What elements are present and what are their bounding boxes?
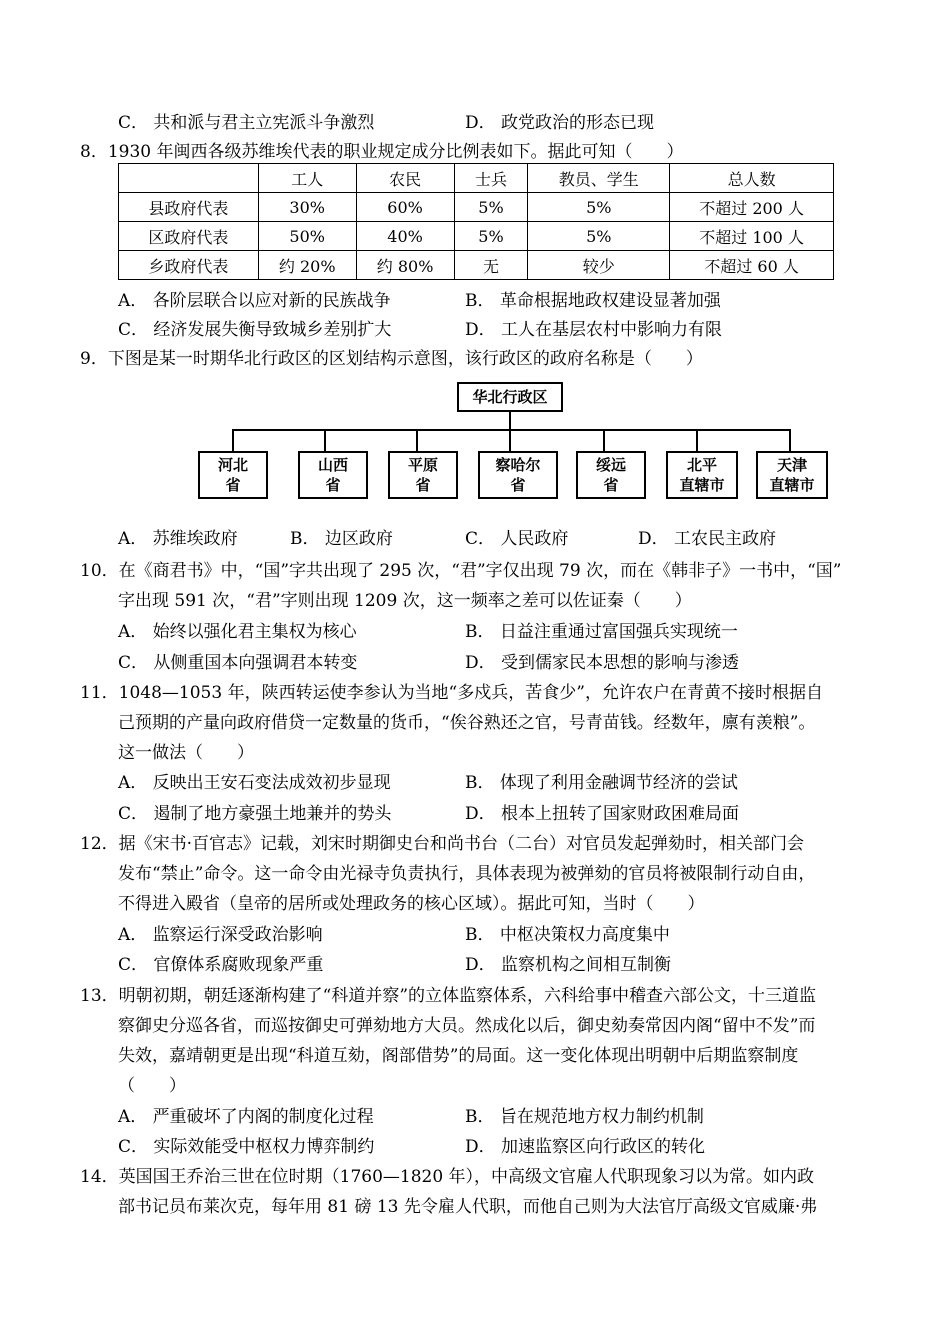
q10-option-d: D． 受到儒家民本思想的影响与渗透 <box>465 653 740 673</box>
table-cell <box>119 164 259 193</box>
q9-option-c: C． 人民政府 <box>465 529 569 549</box>
q9-option-a: A． 苏维埃政府 <box>118 529 238 549</box>
q8-stem: 8．1930 年闽西各级苏维埃代表的职业规定成分比例表如下。据此可知（ ） <box>80 142 684 162</box>
q13-stem-line4: （ ） <box>118 1076 186 1096</box>
table-header: 士兵 <box>454 164 528 193</box>
table-cell: 不超过 100 人 <box>670 222 834 251</box>
q7-option-c: C． 共和派与君主立宪派斗争激烈 <box>118 113 375 133</box>
q12-option-a: A． 监察运行深受政治影响 <box>118 925 323 945</box>
table-cell: 不超过 60 人 <box>670 251 834 280</box>
child-node-pingyuan <box>388 451 458 499</box>
q14-stem-line1: 14．英国国王乔治三世在位时期（1760—1820 年），中高级文官雇人代职现象习以为常。如内政 <box>80 1167 815 1187</box>
q13-option-d: D． 加速监察区向行政区的转化 <box>465 1137 706 1157</box>
q7-option-d: D． 政党政治的形态已现 <box>465 113 655 133</box>
connector-line <box>696 429 698 451</box>
q9-option-d: D． 工农民主政府 <box>638 529 777 549</box>
q11-stem-line3: 这一做法（ ） <box>118 743 254 763</box>
child-node-beiping <box>666 451 738 499</box>
q11-option-c: C． 遏制了地方豪强土地兼并的势头 <box>118 804 392 824</box>
table-row <box>119 251 834 280</box>
table-cell: 区政府代表 <box>119 222 259 251</box>
table-cell: 60% <box>356 193 454 222</box>
q10-option-a: A． 始终以强化君主集权为核心 <box>118 622 357 642</box>
node-line: 省 <box>225 476 241 494</box>
q13-stem-line2: 察御史分巡各省，而巡按御史可弹劾地方大员。然成化以后，御史劾奏常因内阁“留中不发”而 <box>118 1016 816 1036</box>
node-line: 直辖市 <box>679 476 725 494</box>
child-node-suiyuan <box>576 451 646 499</box>
connector-line <box>232 429 234 451</box>
q12-option-b: B． 中枢决策权力高度集中 <box>465 925 670 945</box>
child-node-chahar <box>478 451 558 499</box>
q12-option-d: D． 监察机构之间相互制衡 <box>465 955 672 975</box>
table-cell: 约 20% <box>258 251 356 280</box>
q13-stem-line1: 13．明朝初期，朝廷逐渐构建了“科道并察”的立体监察体系，六科给事中稽查六部公文，十三道监 <box>80 986 817 1006</box>
table-cell: 较少 <box>528 251 670 280</box>
node-line: 平原 <box>407 456 438 474</box>
q13-option-c: C． 实际效能受中枢权力博弈制约 <box>118 1137 375 1157</box>
connector-line <box>603 429 605 451</box>
connector-line <box>232 429 790 431</box>
q8-option-c: C． 经济发展失衡导致城乡差别扩大 <box>118 320 392 340</box>
table-cell: 5% <box>528 222 670 251</box>
q11-option-d: D． 根本上扭转了国家财政困难局面 <box>465 804 740 824</box>
node-line: 绥远 <box>595 456 626 474</box>
table-cell: 无 <box>454 251 528 280</box>
q11-option-a: A． 反映出王安石变法成效初步显现 <box>118 773 391 793</box>
child-node-tianjin <box>756 451 828 499</box>
q11-option-b: B． 体现了利用金融调节经济的尝试 <box>465 773 738 793</box>
table-row <box>119 193 834 222</box>
q10-option-c: C． 从侧重国本向强调君本转变 <box>118 653 358 673</box>
q9-option-b: B． 边区政府 <box>290 529 393 549</box>
q12-option-c: C． 官僚体系腐败现象严重 <box>118 955 324 975</box>
table-cell: 50% <box>258 222 356 251</box>
q8-option-a: A． 各阶层联合以应对新的民族战争 <box>118 291 391 311</box>
child-node-shanxi <box>298 451 368 499</box>
table-cell: 30% <box>258 193 356 222</box>
connector-line <box>509 412 511 430</box>
q12-stem-line3: 不得进入殿省（皇帝的居所或处理政务的核心区域）。据此可知，当时（ ） <box>118 894 705 914</box>
node-line: 直辖市 <box>769 476 815 494</box>
connector-line <box>416 429 418 451</box>
table-header: 农民 <box>356 164 454 193</box>
q10-stem-line2: 字出现 591 次，“君”字则出现 1209 次，这一频率之差可以佐证秦（ ） <box>118 591 692 611</box>
node-line: 河北 <box>217 456 248 474</box>
table-row <box>119 222 834 251</box>
table-cell: 5% <box>528 193 670 222</box>
node-line: 省 <box>325 476 341 494</box>
q14-stem-line2: 部书记员布莱次克，每年用 81 磅 13 先令雇人代职，而他自己则为大法官厅高级文官威廉·弗 <box>118 1197 818 1217</box>
table-cell: 约 80% <box>356 251 454 280</box>
q10-stem-line1: 10．在《商君书》中，“国”字共出现了 295 次，“君”字仅出现 79 次，而在《韩非子》一书中，“国” <box>80 561 842 581</box>
q12-stem-line1: 12．据《宋书·百官志》记载，刘宋时期御史台和尚书台（二台）对官员发起弹劾时，相关部门会 <box>80 834 805 854</box>
node-line: 省 <box>603 476 619 494</box>
table-header: 工人 <box>258 164 356 193</box>
table-cell: 不超过 200 人 <box>670 193 834 222</box>
node-line: 省 <box>510 476 526 494</box>
node-line: 山西 <box>317 456 348 474</box>
connector-line <box>509 429 511 451</box>
table-cell: 县政府代表 <box>119 193 259 222</box>
q8-option-d: D． 工人在基层农村中影响力有限 <box>465 320 723 340</box>
q11-stem-line2: 己预期的产量向政府借贷一定数量的货币，“俟谷熟还之官，号青苗钱。经数年，廪有羡粮”。 <box>118 713 816 733</box>
q12-stem-line2: 发布“禁止”命令。这一命令由光禄寺负责执行，具体表现为被弹劾的官员将被限制行动自由， <box>118 864 816 884</box>
table-cell: 40% <box>356 222 454 251</box>
root-node: 华北行政区 <box>457 382 563 412</box>
connector-line <box>324 429 326 451</box>
table-header: 教员、学生 <box>528 164 670 193</box>
table-cell: 5% <box>454 193 528 222</box>
q13-stem-line3: 失效，嘉靖朝更是出现“科道互劾，阁部借势”的局面。这一变化体现出明朝中后期监察制度 <box>118 1046 799 1066</box>
node-line: 察哈尔 <box>495 456 541 474</box>
q13-option-a: A． 严重破坏了内阁的制度化过程 <box>118 1107 374 1127</box>
table-cell: 5% <box>454 222 528 251</box>
node-line: 北平 <box>686 456 717 474</box>
node-line: 天津 <box>776 456 807 474</box>
node-line: 省 <box>415 476 431 494</box>
q13-option-b: B． 旨在规范地方权力制约机制 <box>465 1107 704 1127</box>
q9-structure-diagram <box>190 378 830 508</box>
table-cell: 乡政府代表 <box>119 251 259 280</box>
child-node-hebei <box>198 451 268 499</box>
connector-line <box>789 429 791 451</box>
table-header-row <box>119 164 834 193</box>
q10-option-b: B． 日益注重通过富国强兵实现统一 <box>465 622 738 642</box>
q8-option-b: B． 革命根据地政权建设显著加强 <box>465 291 721 311</box>
q8-proportion-table <box>118 163 834 280</box>
q11-stem-line1: 11．1048—1053 年，陕西转运使李参认为当地“多戍兵，苦食少”，允许农户在青黄不接时根据自 <box>80 683 823 703</box>
table-header: 总人数 <box>670 164 834 193</box>
q9-stem: 9．下图是某一时期华北行政区的区划结构示意图，该行政区的政府名称是（ ） <box>80 349 703 369</box>
